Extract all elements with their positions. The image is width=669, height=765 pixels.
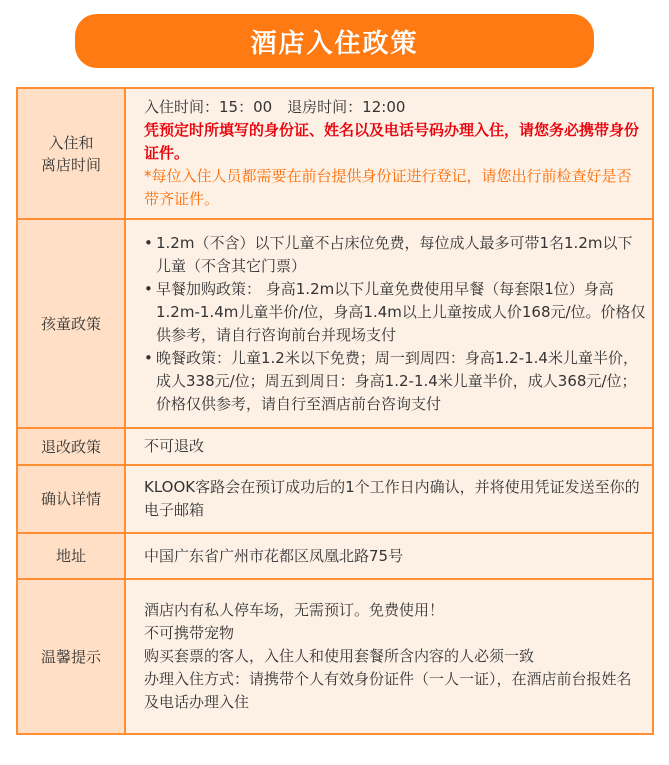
address-text: 中国广东省广州市花都区凤凰北路75号 — [125, 533, 653, 579]
checkin-row — [17, 88, 653, 219]
tips-line-3: 购买套票的客人，入住人和使用套餐所含内容的人必须一致 — [144, 647, 535, 665]
checkin-registration-notice: *每位入住人员都需要在前台提供身份证进行登记，请您出行前检查好是否带齐证件。 — [144, 167, 632, 208]
address-label: 地址 — [17, 533, 125, 579]
checkin-id-notice: 凭预定时所填写的身份证、姓名以及电话号码办理入住，请您务必携带身份证件。 — [144, 121, 640, 162]
checkin-content — [125, 88, 653, 219]
checkin-label-line2: 离店时间 — [40, 155, 101, 174]
bullet-icon: • — [144, 279, 153, 298]
child-policy-content — [125, 219, 653, 428]
list-item — [144, 347, 646, 416]
bullet-icon: • — [144, 348, 153, 367]
tips-line-2: 不可携带宠物 — [144, 624, 235, 642]
checkin-time: 入住时间：15：00 退房时间：12:00 — [144, 98, 406, 116]
tips-content — [125, 579, 653, 734]
cancel-policy-row — [17, 428, 653, 465]
policy-table — [16, 87, 654, 735]
tips-label: 温馨提示 — [17, 579, 125, 734]
list-item — [144, 232, 646, 278]
checkin-label — [17, 88, 125, 219]
title-banner — [75, 14, 594, 68]
child-policy-item-1: 1.2m（不含）以下儿童不占床位免费，每位成人最多可带1名1.2m以下儿童（不含其它门票） — [156, 233, 633, 275]
cancel-policy-text: 不可退改 — [125, 428, 653, 465]
child-policy-item-3: 晚餐政策：儿童1.2米以下免费；周一到周四：身高1.2-1.4米儿童半价，成人338元/位；周五到周日：身高1.2-1.4米儿童半价，成人368元/位；价格仅供参考，请自行至酒店前台咨询支付 — [156, 348, 638, 413]
child-policy-row — [17, 219, 653, 428]
confirm-details-row — [17, 465, 653, 533]
confirm-details-text: KLOOK客路会在预订成功后的1个工作日内确认，并将使用凭证发送至你的电子邮箱 — [125, 465, 653, 533]
bullet-icon: • — [144, 233, 153, 252]
confirm-details-label: 确认详情 — [17, 465, 125, 533]
checkin-label-line1: 入住和 — [48, 133, 94, 152]
tips-line-4: 办理入住方式：请携带个人有效身份证件（一人一证），在酒店前台报姓名及电话办理入住 — [144, 670, 632, 711]
child-policy-item-2: 早餐加购政策： 身高1.2m以下儿童免费使用早餐（每套限1位）身高1.2m-1.4m儿童半价/位，身高1.4m以上儿童按成人价168元/位。价格仅供参考，请自行咨询前台并现场支付 — [156, 279, 646, 344]
cancel-policy-label: 退改政策 — [17, 428, 125, 465]
page-title: 酒店入住政策 — [250, 28, 419, 59]
address-row — [17, 533, 653, 579]
child-policy-label: 孩童政策 — [17, 219, 125, 428]
tips-line-1: 酒店内有私人停车场，无需预订。免费使用！ — [144, 601, 445, 619]
list-item — [144, 278, 646, 347]
tips-row — [17, 579, 653, 734]
